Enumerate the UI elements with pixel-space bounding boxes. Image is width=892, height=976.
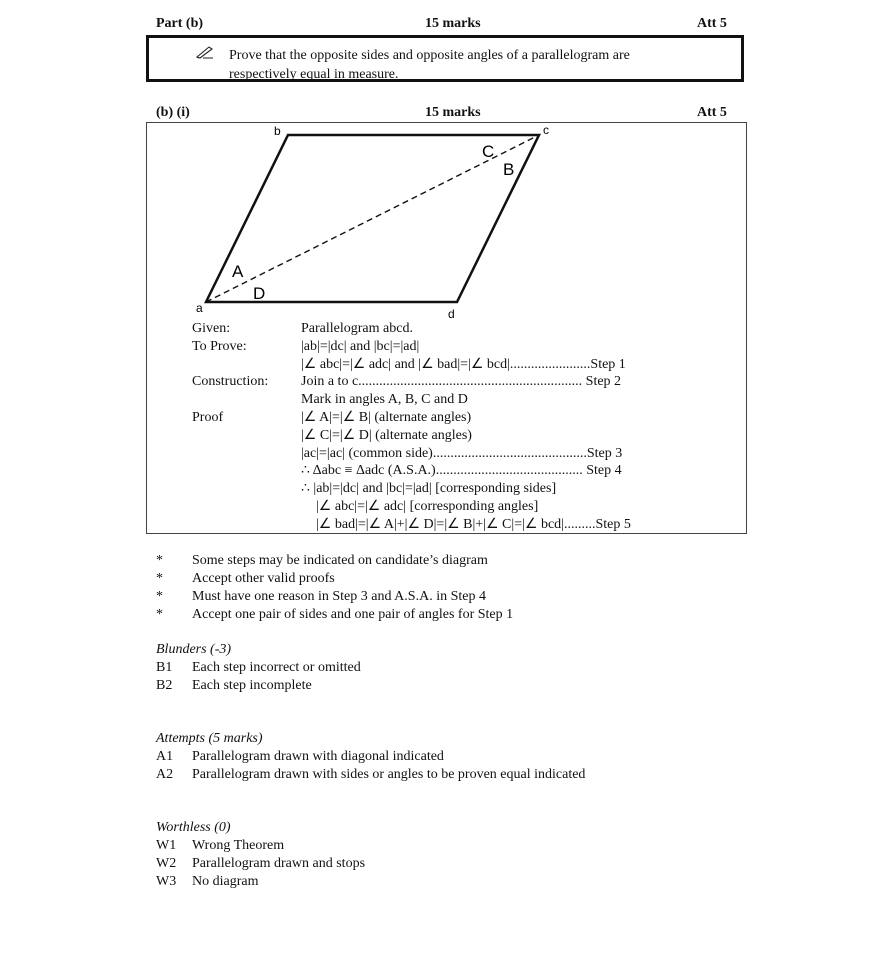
note-bullet: * xyxy=(156,589,163,604)
angle-a-label: A xyxy=(232,262,244,281)
proof-line-1: |∠ A|=|∠ B| (alternate angles) xyxy=(301,410,472,425)
note-bullet: * xyxy=(156,607,163,622)
part-marks: 15 marks xyxy=(425,16,481,31)
proof-line-3: |ac|=|ac| (common side)............................................Step 3 xyxy=(301,446,623,461)
attempt-code: A2 xyxy=(156,767,174,782)
note-text: Accept other valid proofs xyxy=(192,571,335,586)
blunders-title: Blunders (-3) xyxy=(156,642,232,657)
worthless-code: W1 xyxy=(156,838,177,853)
worthless-text: Wrong Theorem xyxy=(192,838,285,853)
blunder-text: Each step incomplete xyxy=(192,678,312,693)
subpart-marks: 15 marks xyxy=(425,105,481,120)
note-bullet: * xyxy=(156,571,163,586)
construction-label: Construction: xyxy=(192,374,269,389)
attempt-text: Parallelogram drawn with diagonal indicated xyxy=(192,749,444,764)
attempt-code: A1 xyxy=(156,749,174,764)
note-bullet: * xyxy=(156,553,163,568)
subpart-label: (b) (i) xyxy=(156,105,190,120)
question-line-1: Prove that the opposite sides and opposite angles of a parallelogram are xyxy=(229,48,630,63)
proof-label: Proof xyxy=(192,410,224,425)
blunder-code: B1 xyxy=(156,660,173,675)
angle-d-label: D xyxy=(253,284,266,303)
blunder-text: Each step incorrect or omitted xyxy=(192,660,361,675)
worthless-title: Worthless (0) xyxy=(156,820,231,835)
part-attempt: Att 5 xyxy=(697,16,727,31)
proof-line-5: ∴ |ab|=|dc| and |bc|=|ad| [corresponding sides] xyxy=(301,481,557,496)
given-value: Parallelogram abcd. xyxy=(301,321,413,336)
vertex-c-label: c xyxy=(543,123,549,137)
construction-line-2: Mark in angles A, B, C and D xyxy=(301,392,468,407)
worthless-code: W2 xyxy=(156,856,177,871)
note-text: Must have one reason in Step 3 and A.S.A. in Step 4 xyxy=(192,589,486,604)
angle-c-label: C xyxy=(482,142,495,161)
blunder-code: B2 xyxy=(156,678,173,693)
proof-line-7: |∠ bad|=|∠ A|+|∠ D|=|∠ B|+|∠ C|=|∠ bcd|.........Step 5 xyxy=(316,517,631,532)
vertex-d-label: d xyxy=(448,307,455,321)
question-line-2: respectively equal in measure. xyxy=(229,67,399,82)
to-prove-line-2: |∠ abc|=|∠ adc| and |∠ bad|=|∠ bcd|.......................Step 1 xyxy=(301,357,626,372)
proof-line-2: |∠ C|=|∠ D| (alternate angles) xyxy=(301,428,472,443)
given-label: Given: xyxy=(192,321,231,336)
proof-line-4: ∴ Δabc ≡ Δadc (A.S.A.).......................................... Step 4 xyxy=(301,463,622,478)
note-text: Some steps may be indicated on candidate’s diagram xyxy=(192,553,488,568)
vertex-a-label: a xyxy=(196,301,203,315)
part-label: Part (b) xyxy=(156,16,204,31)
worthless-code: W3 xyxy=(156,874,177,889)
angle-b-label: B xyxy=(503,160,515,179)
worthless-text: No diagram xyxy=(192,874,259,889)
attempt-text: Parallelogram drawn with sides or angles to be proven equal indicated xyxy=(192,767,586,782)
to-prove-label: To Prove: xyxy=(192,339,247,354)
construction-line-1: Join a to c................................................................ Step 2 xyxy=(301,374,622,389)
worthless-text: Parallelogram drawn and stops xyxy=(192,856,366,871)
attempts-title: Attempts (5 marks) xyxy=(156,731,263,746)
proof-line-6: |∠ abc|=|∠ adc| [corresponding angles] xyxy=(316,499,539,514)
to-prove-line-1: |ab|=|dc| and |bc|=|ad| xyxy=(301,339,420,354)
subpart-attempt: Att 5 xyxy=(697,105,727,120)
note-text: Accept one pair of sides and one pair of angles for Step 1 xyxy=(192,607,514,622)
vertex-b-label: b xyxy=(274,124,281,138)
